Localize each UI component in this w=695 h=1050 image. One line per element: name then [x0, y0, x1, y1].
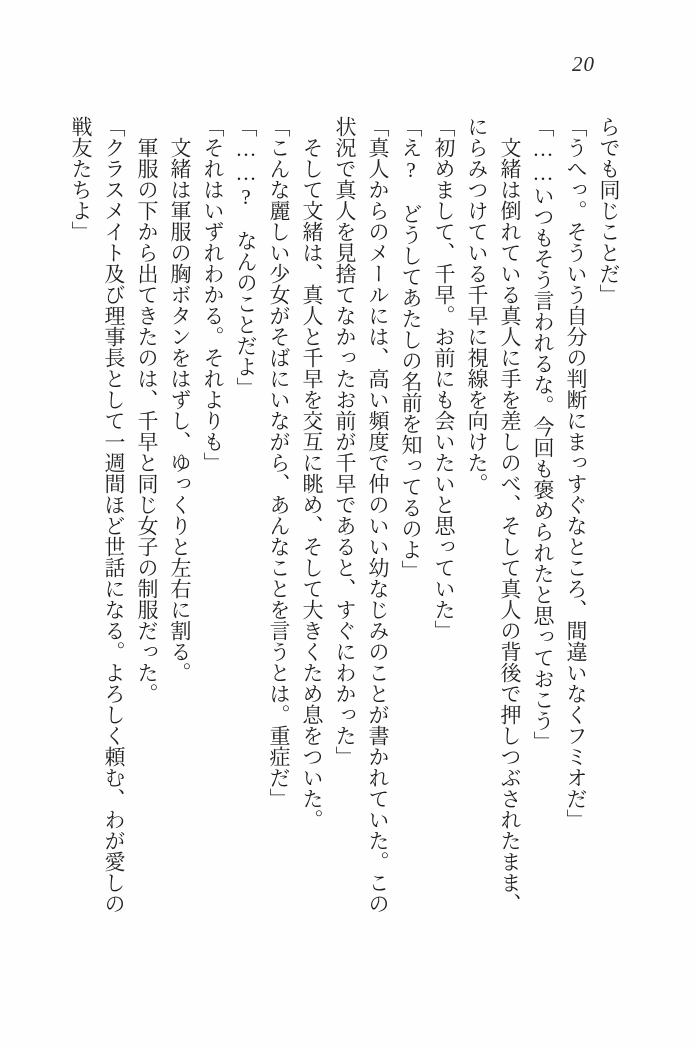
page-text	[64, 116, 625, 916]
paragraph: 文緒は軍服の胸ボタンをはずし、ゆっくりと左右に割る。	[168, 116, 192, 683]
page-number: 20	[572, 52, 595, 76]
paragraph: 「え? どうしてあたしの名前を知ってるのよ」	[399, 116, 423, 581]
paragraph: 「初めまして、千早。お前にも会いたいと思っていた」	[432, 116, 456, 641]
paragraph: らでも同じことだ」	[597, 116, 621, 305]
paragraph: 「うへっ。そういう自分の判断にまっすぐなところ、間違いなくフミオだ」	[564, 116, 588, 830]
paragraph: 文緒は倒れている真人に手を差しのべ、そして真人の背後で押しつぶされたまま、にらみつけている千早に視線を向けた。	[465, 116, 522, 914]
paragraph: 「……? なんのことだよ」	[234, 116, 258, 398]
paragraph: 「……いつもそう言われるな。今回も褒められたと思っておこう」	[531, 116, 555, 752]
paragraph: 「クラスメイト及び理事長として一週間ほど世話になる。よろしく頼む、わが愛しの戦友たちよ」	[69, 116, 126, 914]
paragraph: 軍服の下から出てきたのは、千早と同じ女子の制服だった。	[135, 116, 159, 704]
paragraph: 「それはいずれわかる。それよりも」	[201, 116, 225, 473]
paragraph: 「真人からのメールには、高い頻度で仲のいい幼なじみのことが書かれていた。この状況で真人を見捨てなかったお前が千早であると、すぐにわかった」	[333, 116, 390, 914]
paragraph: 「こんな麗しい少女がそばにいながら、あんなことを言うとは。重症だ」	[267, 116, 291, 809]
paragraph: そして文緒は、真人と千早を交互に眺め、そして大きくため息をついた。	[300, 116, 324, 830]
